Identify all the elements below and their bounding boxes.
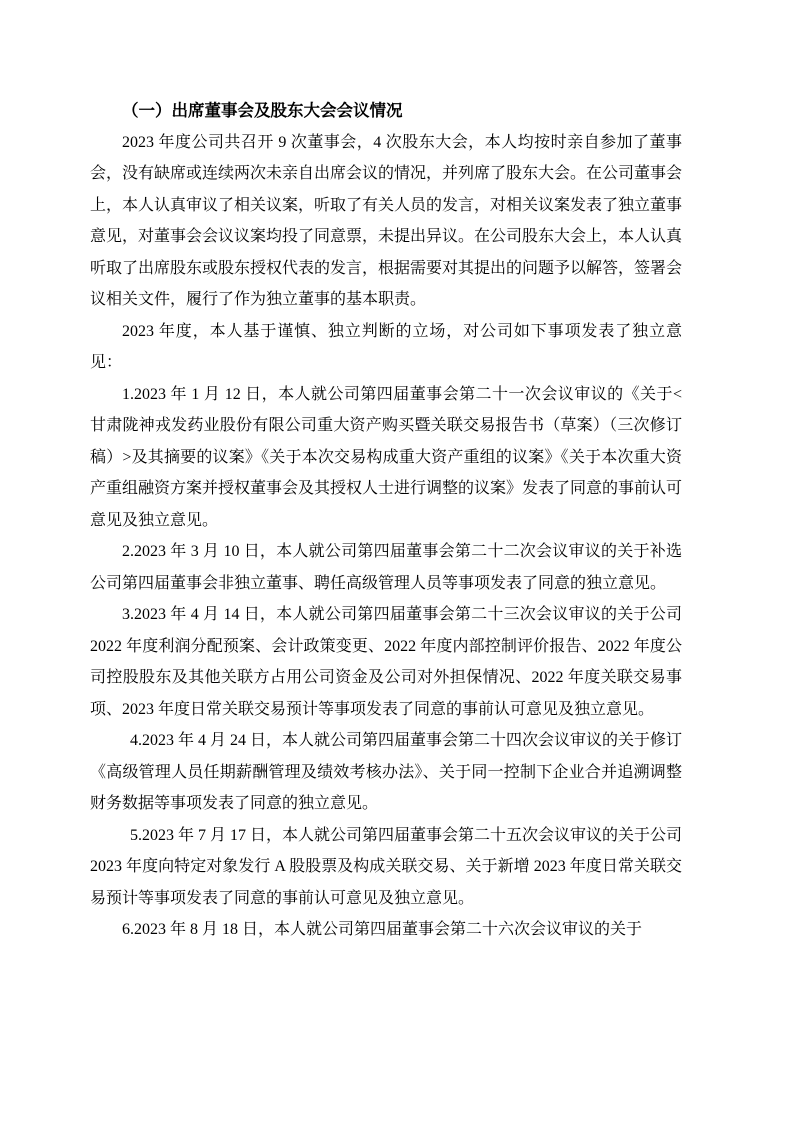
paragraph-item-6: 6.2023 年 8 月 18 日，本人就公司第四届董事会第二十六次会议审议的关于 — [122, 921, 643, 938]
section-heading: （一）出席董事会及股东大会会议情况 — [122, 101, 403, 120]
paragraph-item-3: 3.2023 年 4 月 14 日，本人就公司第四届董事会第二十三次会议审议的关于公司 2022 年度利润分配预案、会计政策变更、2022 年度内部控制评价报告、2022 年度公司控股股东及其他关联方占用公司资金及公司对外担保情况、2022 年度关联交易事项、2023 年度日常关联交易预计等事项发表了同意的事前认可意见及独立意见。 — [90, 606, 682, 718]
paragraph-meeting-attendance: 2023 年度公司共召开 9 次董事会，4 次股东大会，本人均按时亲自参加了董事会，没有缺席或连续两次未亲自出席会议的情况，并列席了股东大会。在公司董事会上，本人认真审议了相关议案，听取了有关人员的发言，对相关议案发表了独立董事意见，对董事会会议议案均投了同意票，未提出异议。在公司股东大会上，本人认真听取了出席股东或股东授权代表的发言，根据需要对其提出的问题予以解答，签署会议相关文件，履行了作为独立董事的基本职责。 — [90, 133, 683, 308]
paragraph-item-1: 1.2023 年 1 月 12 日，本人就公司第四届董事会第二十一次会议审议的《关于<甘肃陇神戎发药业股份有限公司重大资产购买暨关联交易报告书（草案）（三次修订稿）>及其摘要的议案》《关于本次交易构成重大资产重组的议案》《关于本次重大资产重组融资方案并授权董事会及其授权人士进行调整的议案》发表了同意的事前认可意见及独立意见。 — [90, 385, 683, 529]
paragraph-item-2: 2.2023 年 3 月 10 日，本人就公司第四届董事会第二十二次会议审议的关于补选公司第四届董事会非独立董事、聘任高级管理人员等事项发表了同意的独立意见。 — [90, 543, 682, 592]
paragraph-item-4: 4.2023 年 4 月 24 日，本人就公司第四届董事会第二十四次会议审议的关于修订《高级管理人员任期薪酬管理及绩效考核办法》、关于同一控制下企业合并追溯调整财务数据等事项发表了同意的独立意见。 — [90, 732, 683, 812]
paragraph-opinions-intro: 2023 年度，本人基于谨慎、独立判断的立场，对公司如下事项发表了独立意见： — [90, 322, 682, 371]
paragraph-item-5: 5.2023 年 7 月 17 日，本人就公司第四届董事会第二十五次会议审议的关于公司 2023 年度向特定对象发行 A 股股票及构成关联交易、关于新增 2023 年度日常关联交易预计等事项发表了同意的事前认可意见及独立意见。 — [90, 826, 683, 907]
